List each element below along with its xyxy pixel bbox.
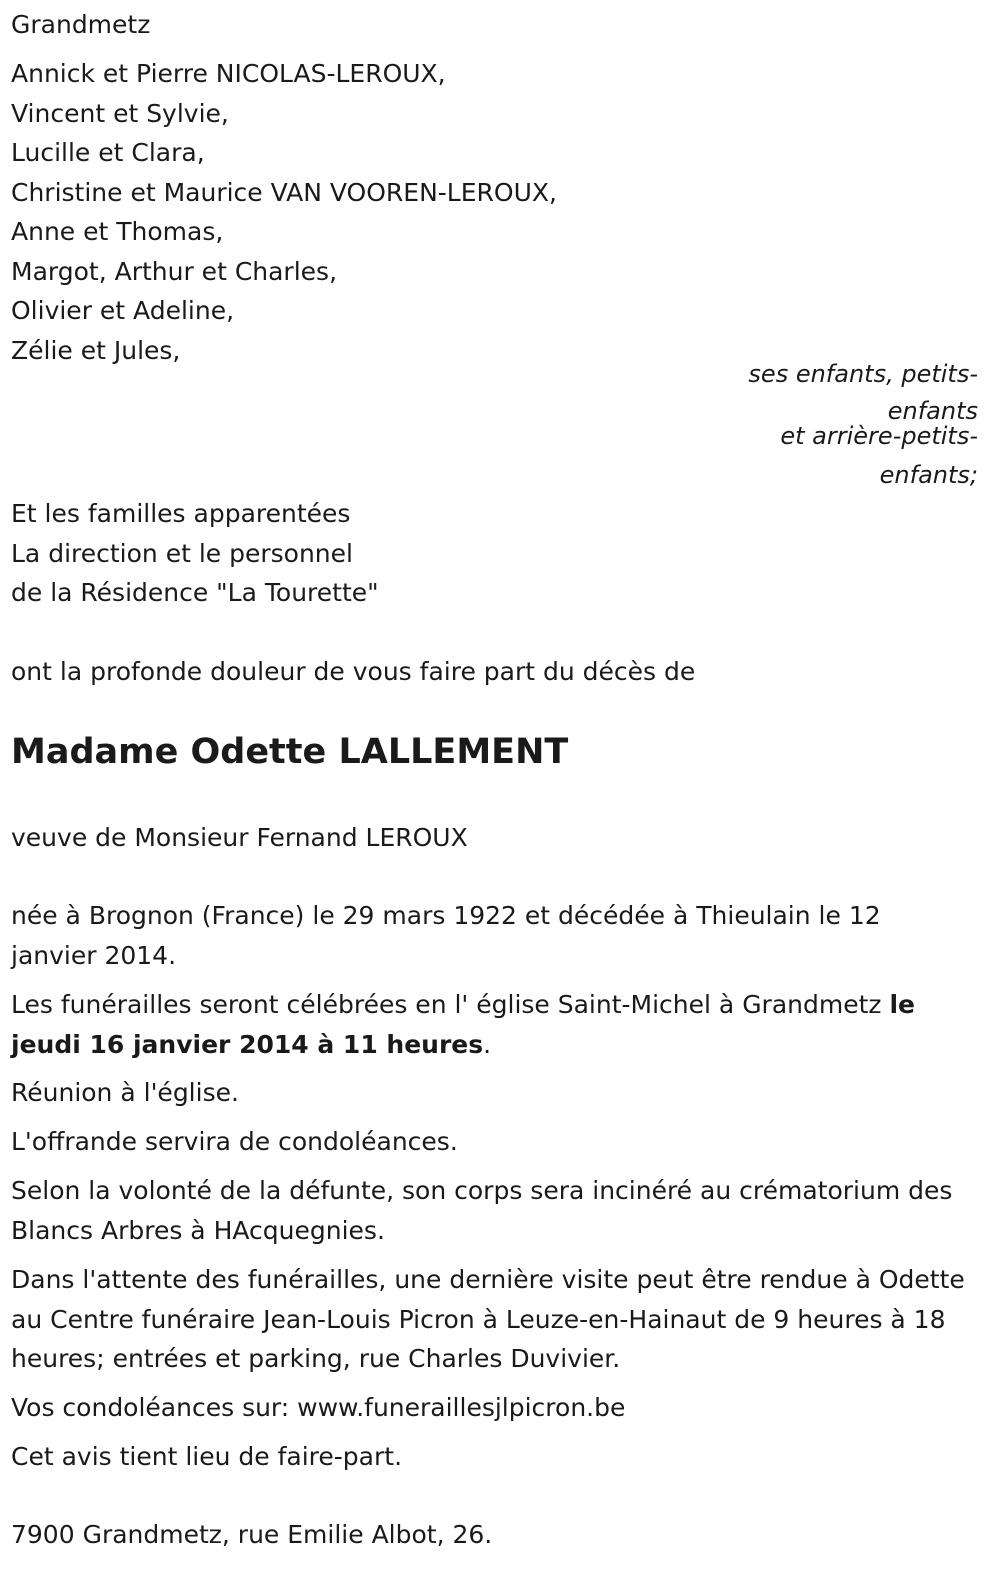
relation-label-great-grandchildren: [718, 417, 978, 494]
family-line: Anne et Thomas,: [11, 217, 224, 246]
relation-text: ses enfants, petits-: [748, 360, 978, 388]
family-line: Lucille et Clara,: [11, 138, 205, 167]
birth-death-info: née à Brognon (France) le 29 mars 1922 et décédée à Thieulain le 12 janvier 2014.: [11, 901, 881, 970]
meeting-note: Réunion à l'église.: [11, 1078, 239, 1107]
spouse-info: [11, 818, 966, 858]
cremation-note: Selon la volonté de la défunte, son corps sera incinéré au crématorium des Blancs Arbres à HAcquegnies.: [11, 1176, 953, 1245]
address-text: 7900 Grandmetz, rue Emilie Albot, 26.: [11, 1520, 493, 1549]
relation-text: et arrière-petits-: [780, 422, 978, 450]
condolences-note: Vos condoléances sur: www.funeraillesjlpicron.be: [11, 1393, 626, 1422]
family-list: [11, 54, 966, 370]
place-text: Grandmetz: [11, 10, 151, 39]
family-line: Margot, Arthur et Charles,: [11, 256, 338, 286]
family-line: Annick et Pierre NICOLAS-LEROUX,: [11, 59, 446, 88]
spouse-text: veuve de Monsieur Fernand LEROUX: [11, 823, 468, 852]
funeral-info: [11, 985, 966, 1064]
offering-note: L'offrande servira de condoléances.: [11, 1127, 458, 1156]
funeral-period: .: [483, 1029, 492, 1059]
visit-note: Dans l'attente des funérailles, une dernière visite peut être rendue à Odette au Centre funéraire Jean-Louis Picron à Leuze-en-Hainaut de 9 heures à 18 heures; entrées et parking, rue Charles Duvivier.: [11, 1265, 965, 1373]
family-line: Vincent et Sylvie,: [11, 98, 229, 128]
deceased-name: Madame Odette LALLEMENT: [11, 732, 569, 772]
notice-note: Cet avis tient lieu de faire-part.: [11, 1442, 403, 1471]
family-line: Christine et Maurice VAN VOOREN-LEROUX,: [11, 177, 557, 207]
address: [11, 1515, 966, 1555]
other-mourners: [11, 494, 966, 613]
funeral-date: le jeudi 16 janvier 2014 à 11 heures: [11, 990, 916, 1059]
relation-text: enfants;: [879, 460, 978, 489]
family-line: Zélie et Jules,: [11, 335, 181, 365]
funeral-text: Les funérailles seront célébrées en l' église Saint-Michel à Grandmetz: [11, 990, 890, 1019]
mourner-line: La direction et le personnel: [11, 538, 353, 568]
family-line: Olivier et Adeline,: [11, 296, 235, 325]
mourner-line: Et les familles apparentées: [11, 499, 351, 528]
relation-text: enfants: [887, 396, 978, 425]
announcement: [11, 652, 966, 692]
announcement-text: ont la profonde douleur de vous faire part du décès de: [11, 657, 696, 686]
header-place: [11, 5, 966, 45]
mourner-line: de la Résidence "La Tourette": [11, 578, 379, 607]
